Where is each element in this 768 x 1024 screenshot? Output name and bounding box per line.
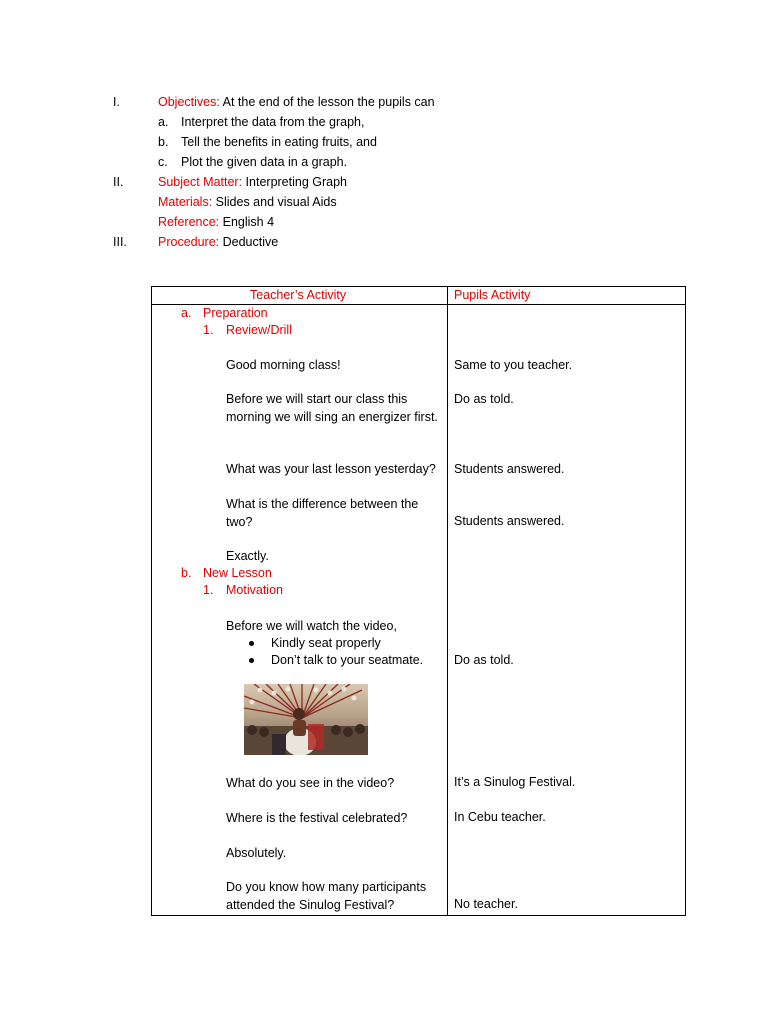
difference-question: What is the difference between the two?	[226, 497, 419, 529]
pupil-reply-answered: Students answered.	[454, 514, 565, 528]
bullet-dont-talk: Don’t talk to your seatmate.	[271, 653, 424, 667]
lesson-activity-table	[151, 286, 686, 916]
pupil-reply-same-to-you: Same to you teacher.	[454, 358, 573, 372]
pupil-reply-cebu: In Cebu teacher.	[454, 810, 546, 824]
teacher-activity-header: Teacher’s Activity	[250, 288, 347, 302]
procedure-line	[158, 235, 278, 249]
sinulog-festival-image	[244, 684, 368, 755]
pupil-activity-header-cell	[448, 287, 686, 305]
reference-label: Reference:	[158, 215, 220, 229]
table-body-row	[152, 305, 686, 916]
roman-numeral-one: I.	[113, 95, 120, 109]
objectives-text: At the end of the lesson the pupils can	[219, 95, 435, 109]
pupil-activity-header: Pupils Activity	[454, 288, 531, 302]
pupil-reply-no-teacher: No teacher.	[454, 897, 518, 911]
video-intro-line: Before we will watch the video,	[226, 619, 397, 633]
good-morning-line: Good morning class!	[226, 358, 341, 372]
objective-letter-b: b.	[158, 135, 169, 149]
motivation-heading: Motivation	[226, 583, 283, 597]
materials-label: Materials:	[158, 195, 213, 209]
pupil-reply-answered: Students answered.	[454, 462, 565, 476]
motivation-number: 1.	[203, 583, 214, 597]
participants-question: Do you know how many participants attended the Sinulog Festival?	[226, 880, 427, 912]
procedure-text: Deductive	[219, 235, 279, 249]
new-lesson-letter: b.	[181, 566, 192, 580]
bullet-icon	[249, 635, 254, 653]
last-lesson-question: What was your last lesson yesterday?	[226, 462, 436, 476]
objective-text-b: Tell the benefits in eating fruits, and	[181, 135, 377, 149]
pupil-reply-sinulog: It’s a Sinulog Festival.	[454, 775, 576, 789]
reference-text: English 4	[219, 215, 275, 229]
bullet-seat-properly: Kindly seat properly	[271, 636, 381, 650]
bullet-icon	[249, 652, 254, 670]
objectives-line	[158, 95, 435, 109]
table-header-row	[152, 287, 686, 305]
pupil-activity-cell	[448, 305, 686, 916]
pupil-reply-do-as-told: Do as told.	[454, 653, 514, 667]
roman-numeral-three: III.	[113, 235, 127, 249]
teacher-activity-header-cell	[152, 287, 448, 305]
review-drill-heading: Review/Drill	[226, 323, 292, 337]
objective-letter-a: a.	[158, 115, 169, 129]
preparation-letter: a.	[181, 306, 192, 320]
energizer-line: Before we will start our class this morning we will sing an energizer first.	[226, 392, 438, 424]
materials-line	[158, 195, 337, 209]
pupil-reply-do-as-told: Do as told.	[454, 392, 514, 406]
new-lesson-heading: New Lesson	[203, 566, 272, 580]
festival-location-question: Where is the festival celebrated?	[226, 811, 408, 825]
roman-numeral-two: II.	[113, 175, 124, 189]
see-video-question: What do you see in the video?	[226, 776, 395, 790]
reference-line	[158, 215, 274, 229]
absolutely-line: Absolutely.	[226, 846, 287, 860]
objective-text-a: Interpret the data from the graph,	[181, 115, 365, 129]
subject-matter-label: Subject Matter:	[158, 175, 243, 189]
exactly-line: Exactly.	[226, 549, 269, 563]
teacher-activity-cell	[152, 305, 448, 916]
preparation-heading: Preparation	[203, 306, 268, 320]
objective-text-c: Plot the given data in a graph.	[181, 155, 348, 169]
objective-letter-c: c.	[158, 155, 168, 169]
subject-matter-line	[158, 175, 347, 189]
procedure-label: Procedure:	[158, 235, 220, 249]
subject-matter-text: Interpreting Graph	[242, 175, 347, 189]
review-drill-number: 1.	[203, 323, 214, 337]
materials-text: Slides and visual Aids	[212, 195, 337, 209]
objectives-label: Objectives:	[158, 95, 220, 109]
